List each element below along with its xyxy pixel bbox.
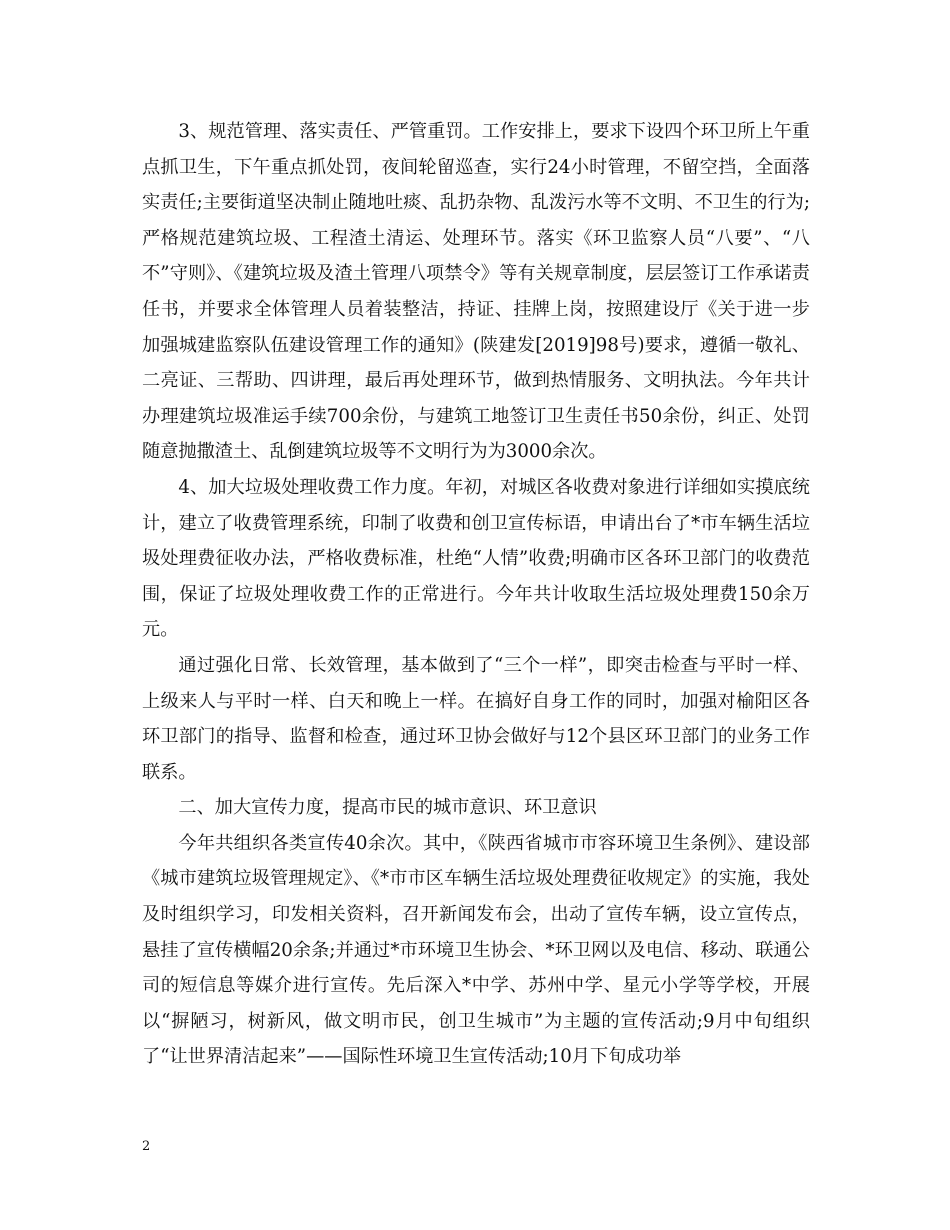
section-heading-publicity: 二、加大宣传力度，提高市民的城市意识、环卫意识: [178, 797, 597, 819]
paragraph-daily-management: 通过强化日常、长效管理，基本做到了“三个一样”，即突击检查与平时一样、上级来人与平时一样、白天和晚上一样。在搞好自身工作的同时，加强对榆阳区各环卫部门的指导、监督和检查，通过环卫协会做好与12个县区环卫部门的业务工作联系。: [142, 654, 810, 783]
paragraph-fee-collection: 4、加大垃圾处理收费工作力度。年初，对城区各收费对象进行详细如实摸底统计，建立了收费管理系统，印制了收费和创卫宣传标语，申请出台了*市车辆生活垃圾处理费征收办法，严格收费标准，杜绝“人情”收费;明确市区各环卫部门的收费范围，保证了垃圾处理收费工作的正常进行。今年共计收取生活垃圾处理费150余万元。: [142, 476, 810, 641]
paragraph-regulation: 3、规范管理、落实责任、严管重罚。工作安排上，要求下设四个环卫所上午重点抓卫生，下午重点抓处罚，夜间轮留巡查，实行24小时管理，不留空挡，全面落实责任;主要街道坚决制止随地吐痰、乱扔杂物、乱泼污水等不文明、不卫生的行为;严格规范建筑垃圾、工程渣土清运、处理环节。落实《环卫监察人员“八要”、“八不”守则》、《建筑垃圾及渣土管理八项禁令》等有关规章制度，层层签订工作承诺责任书，并要求全体管理人员着装整洁，持证、挂牌上岗，按照建设厅《关于进一步加强城建监察队伍建设管理工作的通知》(陕建发[2019]98号)要求，遵循一敬礼、二亮证、三帮助、四讲理，最后再处理环节，做到热情服务、文明执法。今年共计办理建筑垃圾准运手续700余份，与建筑工地签订卫生责任书50余份，纠正、处罚随意抛撒渣土、乱倒建筑垃圾等不文明行为为3000余次。: [142, 121, 810, 463]
document-body: [142, 114, 810, 1075]
page-number: 2: [142, 1139, 151, 1154]
paragraph-publicity: 今年共组织各类宣传40余次。其中，《陕西省城市市容环境卫生条例》、建设部《城市建筑垃圾管理规定》、《*市市区车辆生活垃圾处理费征收规定》的实施，我处及时组织学习，印发相关资料，召开新闻发布会，出动了宣传车辆，设立宣传点，悬挂了宣传横幅20余条;并通过*市环境卫生协会、*环卫网以及电信、移动、联通公司的短信息等媒介进行宣传。先后深入*中学、苏州中学、星元小学等学校，开展以“摒陋习，树新风，做文明市民，创卫生城市”为主题的宣传活动;9月中旬组织了“让世界清洁起来”——国际性环境卫生宣传活动;10月下旬成功举: [142, 832, 810, 1068]
